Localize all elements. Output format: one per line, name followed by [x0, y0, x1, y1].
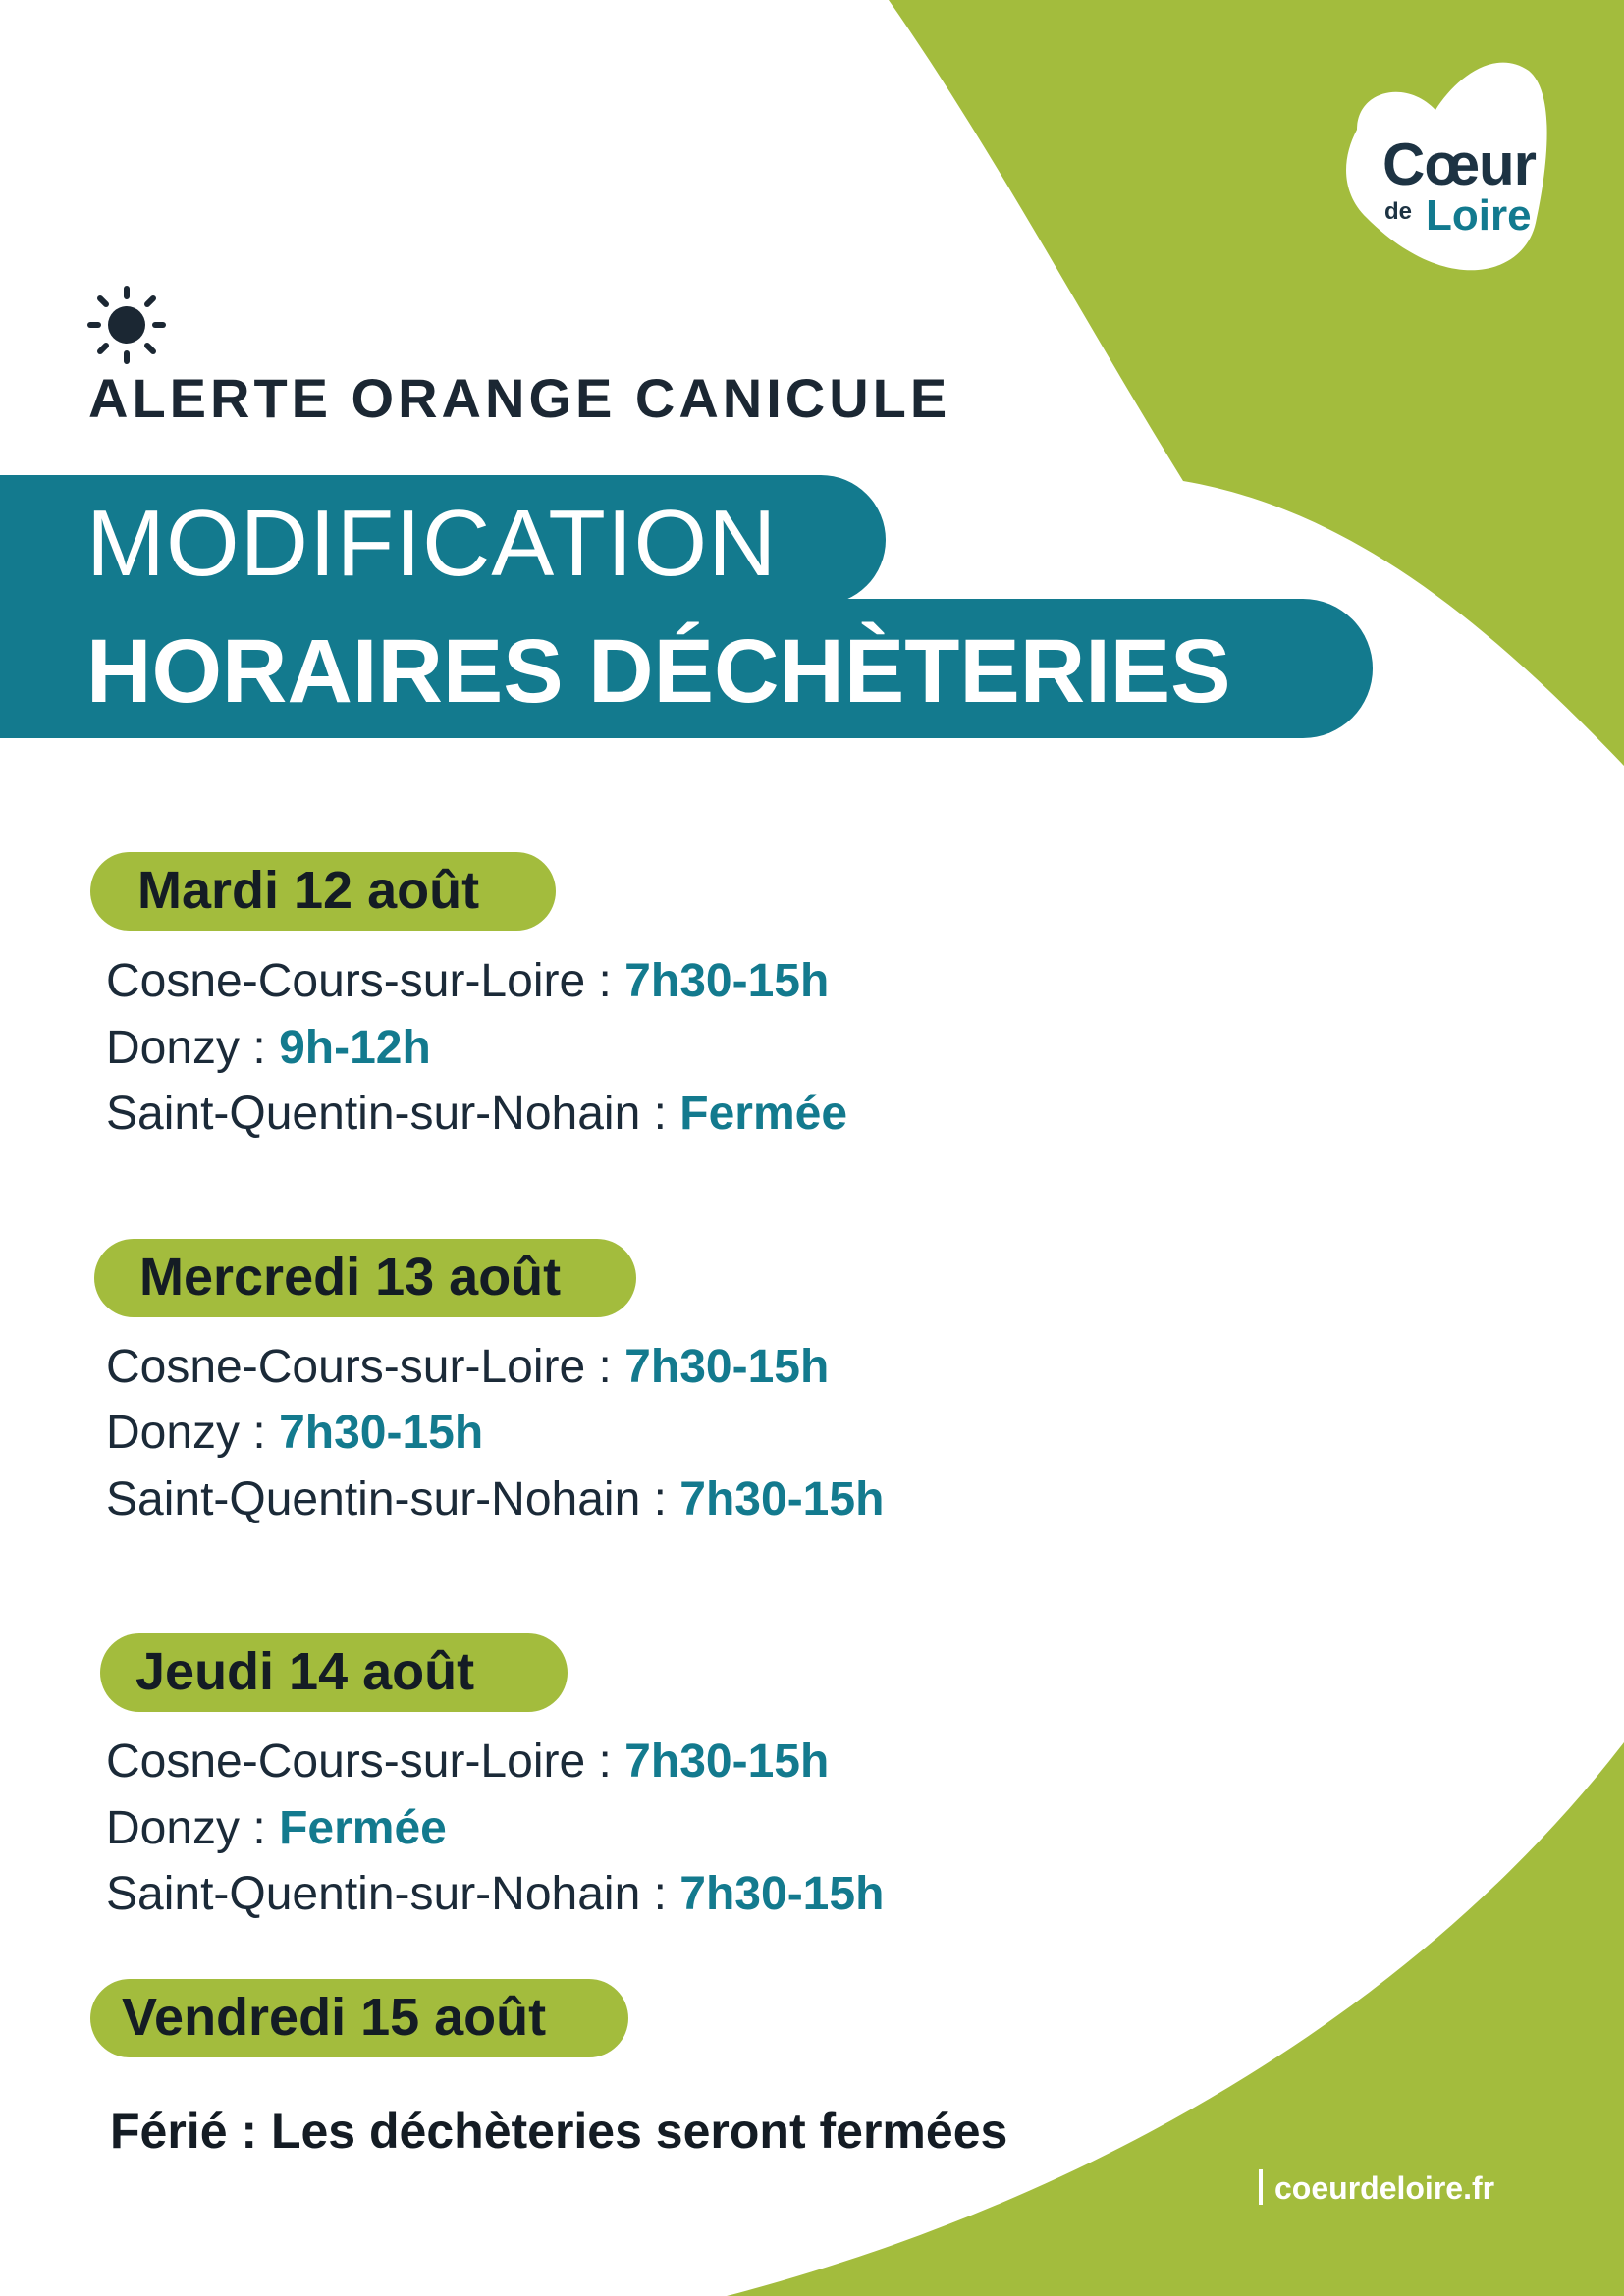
page-title-line1: MODIFICATION: [86, 491, 778, 596]
day-label: Jeudi 14 août: [135, 1642, 475, 1701]
logo-text-coeur: Cœur: [1382, 132, 1536, 197]
day-label-pill: [100, 1633, 568, 1712]
schedule-line: Cosne-Cours-sur-Loire : 7h30-15h: [106, 1735, 830, 1788]
schedule-line: Donzy : Fermée: [106, 1802, 447, 1854]
schedule-line: Cosne-Cours-sur-Loire : 7h30-15h: [106, 955, 830, 1007]
day-label-pill: [90, 852, 556, 931]
site-name: Donzy: [106, 1022, 241, 1074]
day-label: Mardi 12 août: [137, 861, 480, 920]
coeur-de-loire-logo: [1327, 51, 1563, 296]
schedule-line: Donzy : 7h30-15h: [106, 1407, 484, 1459]
site-name: Saint-Quentin-sur-Nohain: [106, 1473, 641, 1525]
day-label-pill: [90, 1979, 628, 2057]
schedule-line: Saint-Quentin-sur-Nohain : Fermée: [106, 1088, 848, 1140]
site-name: Cosne-Cours-sur-Loire: [106, 1341, 586, 1393]
page-title-line2: HORAIRES DÉCHÈTERIES: [86, 621, 1231, 721]
site-hours: Fermée: [279, 1802, 447, 1854]
site-hours: Fermée: [679, 1088, 848, 1140]
website-link[interactable]: [1259, 2169, 1494, 2205]
sun-icon: [86, 285, 167, 365]
site-name: Saint-Quentin-sur-Nohain: [106, 1088, 641, 1140]
day-label-pill: [94, 1239, 636, 1317]
site-name: Donzy: [106, 1407, 241, 1459]
site-name: Donzy: [106, 1802, 241, 1854]
green-bottom-shape: [727, 1742, 1624, 2296]
site-hours: 9h-12h: [279, 1022, 431, 1074]
site-name: Cosne-Cours-sur-Loire: [106, 955, 586, 1007]
website-text: coeurdeloire.fr: [1274, 2170, 1495, 2206]
site-hours: 7h30-15h: [624, 1341, 830, 1393]
site-hours: 7h30-15h: [679, 1868, 885, 1920]
logo-text-loire: Loire: [1426, 191, 1532, 240]
site-hours: 7h30-15h: [279, 1407, 484, 1459]
site-name: Saint-Quentin-sur-Nohain: [106, 1868, 641, 1920]
alert-heading: ALERTE ORANGE CANICULE: [88, 367, 951, 429]
day-label: Mercredi 13 août: [139, 1248, 562, 1307]
site-hours: 7h30-15h: [624, 1735, 830, 1788]
holiday-note: Férié : Les déchèteries seront fermées: [110, 2104, 1008, 2159]
schedule-line: Donzy : 9h-12h: [106, 1022, 431, 1074]
divider-bar: [1259, 2169, 1263, 2205]
site-hours: 7h30-15h: [624, 955, 830, 1007]
site-hours: 7h30-15h: [679, 1473, 885, 1525]
day-label: Vendredi 15 août: [122, 1988, 547, 2047]
logo-text-de: de: [1384, 198, 1413, 225]
schedule-line: Saint-Quentin-sur-Nohain : 7h30-15h: [106, 1473, 885, 1525]
site-name: Cosne-Cours-sur-Loire: [106, 1735, 586, 1788]
schedule-line: Saint-Quentin-sur-Nohain : 7h30-15h: [106, 1868, 885, 1920]
schedule-line: Cosne-Cours-sur-Loire : 7h30-15h: [106, 1341, 830, 1393]
